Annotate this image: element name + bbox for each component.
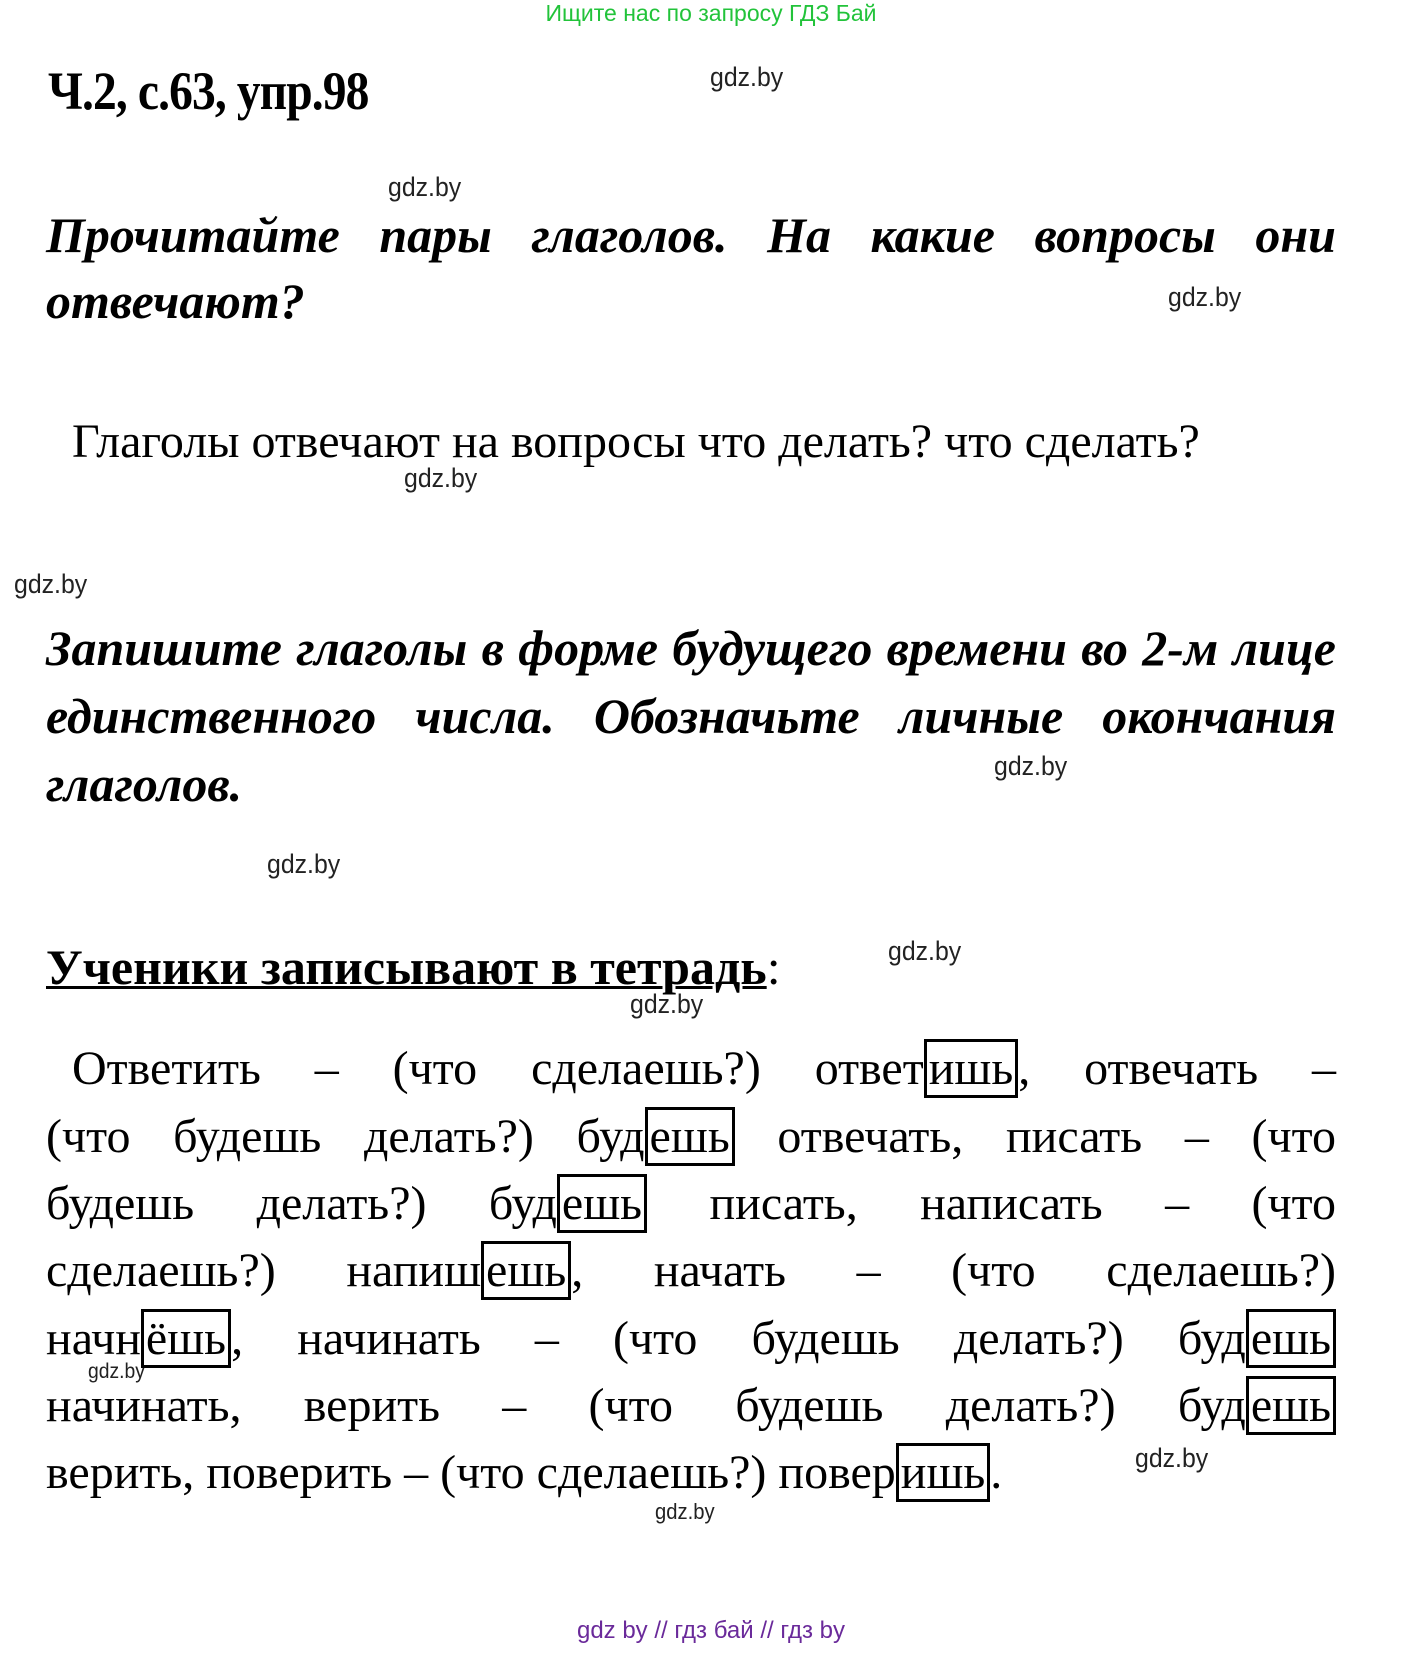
text-segment: сделаешь?) напиш — [46, 1244, 482, 1297]
search-banner: Ищите нас по запросу ГДЗ Бай — [545, 0, 877, 26]
ending-box: ишь — [896, 1443, 991, 1502]
answer-line-7 — [46, 1438, 1336, 1508]
page-title: Ч.2, с.63, упр.98 — [48, 61, 369, 121]
watermark: gdz.by — [267, 849, 341, 879]
heading-text: Ученики записывают в тетрадь — [46, 939, 767, 995]
text-segment: верить, поверить – (что сделаешь?) повер — [46, 1446, 896, 1499]
answer-paragraph-1: Глаголы отвечают на вопросы что делать? что сделать? — [72, 415, 1200, 468]
answer-line-2 — [46, 1102, 1336, 1172]
text-segment: начинать, верить – (что будешь делать?) буд — [46, 1379, 1246, 1432]
watermark: gdz.by — [1168, 282, 1242, 312]
watermark: gdz.by — [14, 569, 88, 599]
text-segment: , отвечать – — [1018, 1042, 1336, 1095]
answer-line-4 — [46, 1236, 1336, 1306]
text-segment: , начать – (что сделаешь?) — [571, 1244, 1336, 1297]
ending-box: ишь — [924, 1039, 1019, 1098]
ending-box: ешь — [645, 1107, 735, 1166]
watermark: gdz.by — [655, 1499, 715, 1524]
ending-box: ешь — [1246, 1376, 1336, 1435]
text-segment: отвечать, писать – (что — [734, 1110, 1336, 1163]
watermark: gdz.by — [404, 463, 478, 493]
watermark: gdz.by — [710, 62, 784, 92]
heading-colon: : — [766, 939, 781, 995]
ending-box: ешь — [557, 1174, 647, 1233]
watermark: gdz.by — [630, 989, 704, 1019]
watermark: gdz.by — [888, 936, 962, 966]
answer-line-1 — [46, 1034, 1336, 1104]
watermark: gdz.by — [994, 751, 1068, 781]
text-segment: Ответить – (что сделаешь?) ответ — [72, 1042, 924, 1095]
watermark: gdz.by — [388, 172, 462, 202]
text-segment: писать, написать – (что — [647, 1177, 1336, 1230]
ending-box: ешь — [481, 1241, 571, 1300]
text-segment: будешь делать?) буд — [46, 1177, 557, 1230]
footer-watermark: gdz by // гдз бай // гдз by — [576, 1617, 846, 1644]
answer-line-3 — [46, 1169, 1336, 1239]
answer-line-6 — [46, 1371, 1336, 1441]
text-segment: , начинать – (что будешь делать?) буд — [231, 1312, 1246, 1365]
answer-line-5 — [46, 1304, 1336, 1374]
text-segment: (что будешь делать?) буд — [46, 1110, 645, 1163]
ending-box: ёшь — [141, 1309, 231, 1368]
section-heading — [46, 938, 781, 996]
task-instruction-1: Прочитайте пары глаголов. На какие вопросы они отвечают? — [46, 207, 1336, 329]
text-segment: . — [990, 1446, 1003, 1499]
task-instruction-2: Запишите глаголы в форме будущего времени во 2-м лице единственного числа. Обозначьте личные окончания глаголов. — [46, 620, 1336, 812]
watermark: gdz.by — [88, 1360, 145, 1383]
ending-box: ешь — [1246, 1309, 1336, 1368]
text-segment: начн — [46, 1312, 141, 1365]
watermark: gdz.by — [1135, 1443, 1209, 1473]
